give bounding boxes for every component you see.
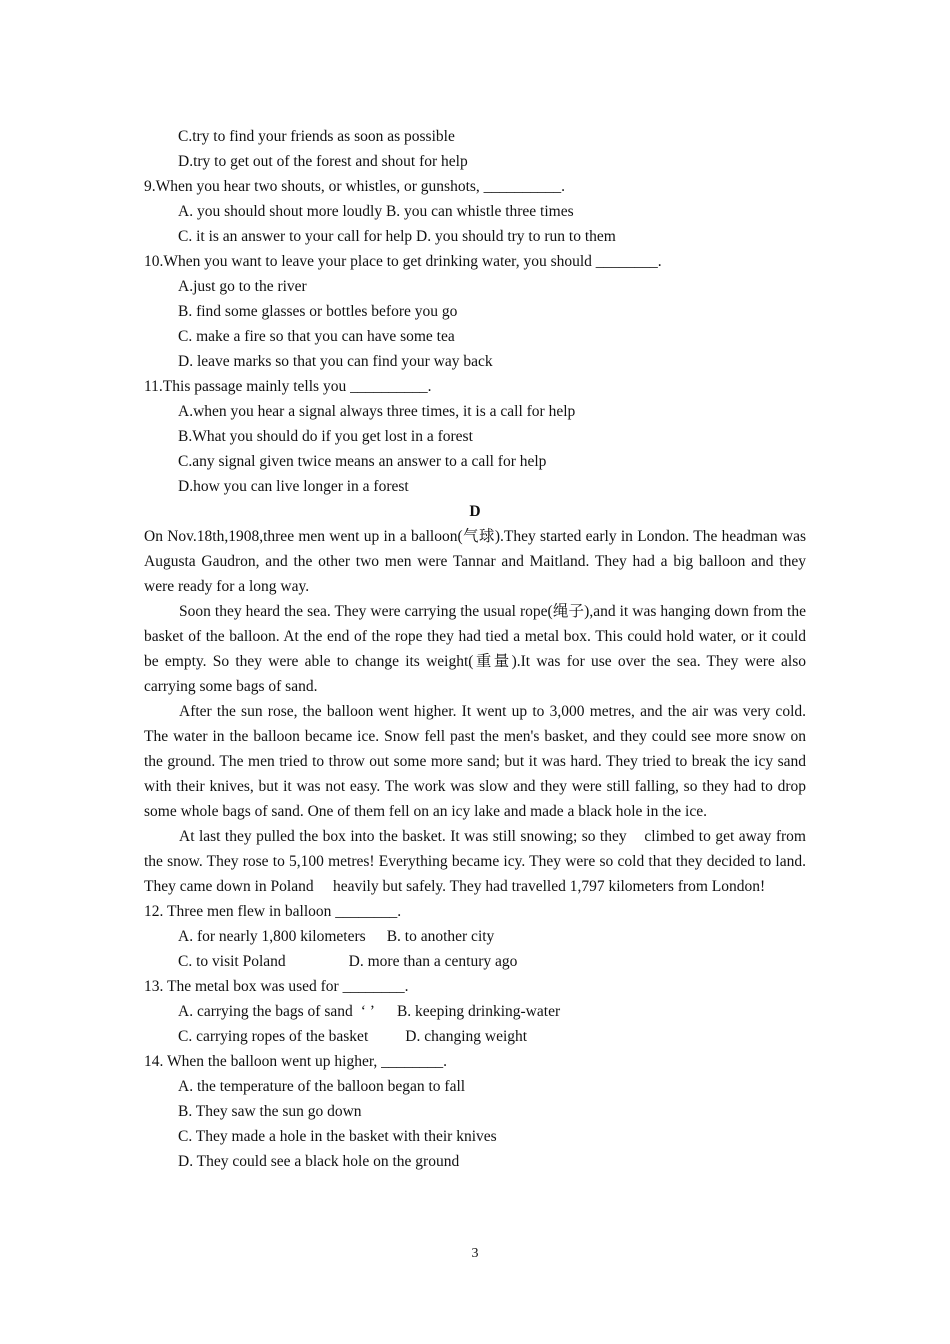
q8-option-c: C.try to find your friends as soon as possible (178, 128, 455, 145)
q13-option-b: B. keeping drinking-water (396, 1003, 561, 1020)
q14-option-b: B. They saw the sun go down (178, 1103, 362, 1120)
q14-option-a: A. the temperature of the balloon began to fall (178, 1078, 466, 1095)
passage-paragraph-3: After the sun rose, the balloon went higher. It went up to 3,000 metres, and the air was very cold. The water in the balloon became ice. Snow fell past the men's basket, and they could see more snow on the ground. The men tried to throw out some more sand; but it was hard. They tried to break the icy sand with their knives, but it was not easy. The work was slow and they were still falling, so they had to drop some whole bags of sand. One of them fell on an icy lake and made a black hole in the ice. (144, 703, 806, 820)
q14-stem: 14. When the balloon went up higher, ________. (144, 1053, 448, 1070)
q11-option-a: A.when you hear a signal always three times, it is a call for help (178, 403, 576, 420)
q10-option-a: A.just go to the river (178, 278, 307, 295)
q12-options-row2 (144, 949, 806, 974)
q9-options-row2: C. it is an answer to your call for help D. you should try to run to them (178, 228, 616, 245)
q8-option-d: D.try to get out of the forest and shout for help (178, 153, 468, 170)
q10-stem: 10.When you want to leave your place to get drinking water, you should ________. (144, 253, 662, 270)
q10-option-c: C. make a fire so that you can have some tea (178, 328, 455, 345)
q11-option-c: C.any signal given twice means an answer to a call for help (178, 453, 547, 470)
q11-option-d: D.how you can live longer in a forest (178, 478, 409, 495)
q13-option-c: C. carrying ropes of the basket (178, 1028, 369, 1045)
passage-paragraph-2: Soon they heard the sea. They were carrying the usual rope(绳子),and it was hanging down from the basket of the balloon. At the end of the rope they had tied a metal box. This could hold water, or it could be empty. So they were able to change its weight(重量).It was for use over the sea. They were also carrying some bags of sand. (144, 603, 806, 695)
q11-stem: 11.This passage mainly tells you __________. (144, 378, 432, 395)
passage-paragraph-1: On Nov.18th,1908,three men went up in a balloon(气球).They started early in London. The headman was Augusta Gaudron, and the other two men were Tannar and Maitland. They had a big balloon and they were ready for a long way. (144, 528, 806, 595)
q11-option-b: B.What you should do if you get lost in a forest (178, 428, 473, 445)
q13-option-d: D. changing weight (405, 1028, 528, 1045)
q12-option-b: B. to another city (386, 928, 495, 945)
q12-option-d: D. more than a century ago (348, 953, 518, 970)
q10-option-d: D. leave marks so that you can find your way back (178, 353, 493, 370)
q13-option-a: A. carrying the bags of sand (178, 1003, 353, 1020)
q13-options-row1 (144, 999, 806, 1024)
q13-options-row2 (144, 1024, 806, 1049)
q14-option-c: C. They made a hole in the basket with their knives (178, 1128, 497, 1145)
q13-quote-marks: ‘ ’ (360, 1003, 375, 1020)
page-content (144, 124, 806, 1174)
q12-option-c: C. to visit Poland (178, 953, 286, 970)
q13-stem: 13. The metal box was used for ________. (144, 978, 409, 995)
q12-options-row1 (144, 924, 806, 949)
q12-option-a: A. for nearly 1,800 kilometers (178, 928, 366, 945)
section-heading: D (469, 503, 481, 520)
q14-option-d: D. They could see a black hole on the ground (178, 1153, 460, 1170)
q9-options-row1: A. you should shout more loudly B. you can whistle three times (178, 203, 574, 220)
q12-stem: 12. Three men flew in balloon ________. (144, 903, 402, 920)
passage-paragraph-4: At last they pulled the box into the basket. It was still snowing; so they climbed to get away from the snow. They rose to 5,100 metres! Everything became icy. They were so cold that they decided to land. They came down in Poland heavily but safely. They had travelled 1,797 kilometers from London! (144, 828, 806, 895)
q10-option-b: B. find some glasses or bottles before you go (178, 303, 458, 320)
q9-stem: 9.When you hear two shouts, or whistles, or gunshots, __________. (144, 178, 566, 195)
page-number: 3 (471, 1246, 479, 1261)
